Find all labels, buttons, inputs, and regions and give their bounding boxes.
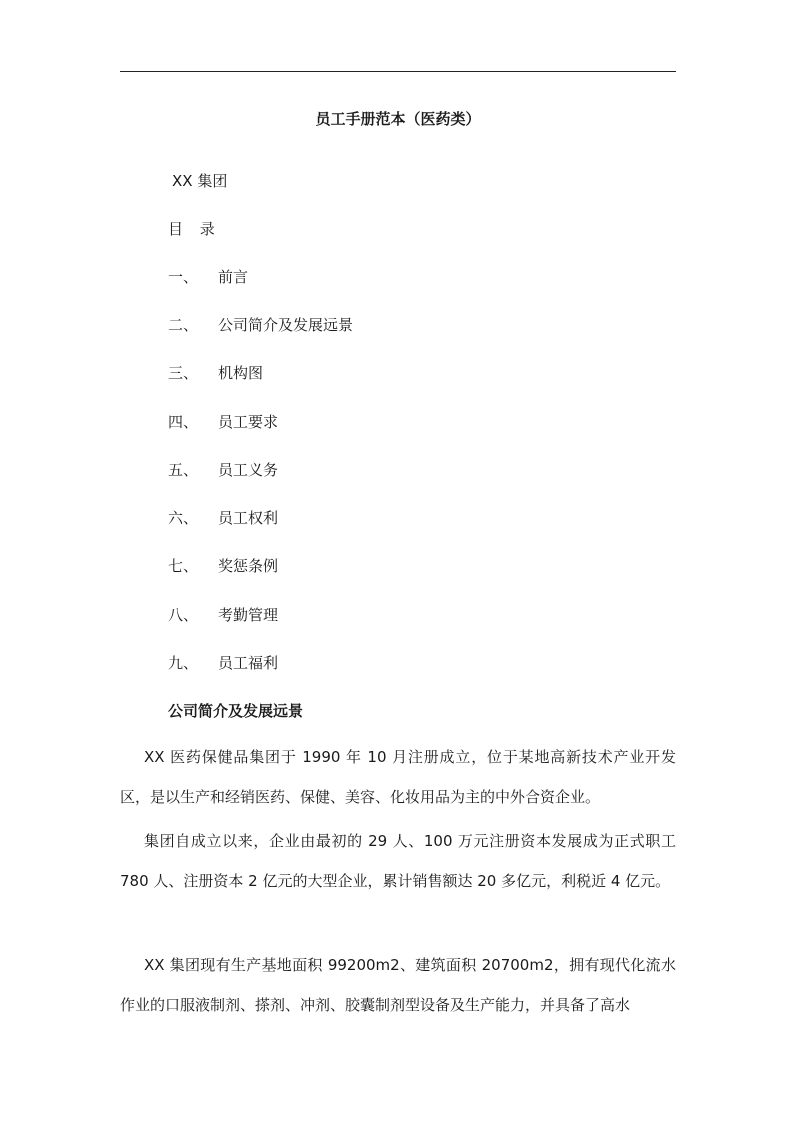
body-paragraph: XX 医药保健品集团于 1990 年 10 月注册成立，位于某地高新技术产业开发区，是以生产和经销医药、保健、美容、化妆用品为主的中外合资企业。 xyxy=(120,748,676,806)
toc-item-text: 员工义务 xyxy=(218,461,279,479)
body-paragraph: XX 集团现有生产基地面积 99200m2、建筑面积 20700m2，拥有现代化流水作业的口服液制剂、搽剂、冲剂、胶囊制剂型设备及生产能力，并具备了高水 xyxy=(120,956,676,1014)
toc-item-number: 三、 xyxy=(168,364,199,382)
toc-item-number: 五、 xyxy=(168,461,199,479)
group-name: XX 集团 xyxy=(172,172,228,190)
toc-item-text: 员工要求 xyxy=(218,413,279,431)
toc-item-text: 前言 xyxy=(218,268,249,286)
document-title: 员工手册范本（医药类） xyxy=(315,110,481,128)
toc-item-number: 八、 xyxy=(168,606,199,624)
toc-item-text: 奖惩条例 xyxy=(218,557,279,575)
toc-item-number: 二、 xyxy=(168,316,199,334)
toc-item-number: 九、 xyxy=(168,654,199,672)
toc-item-text: 公司简介及发展远景 xyxy=(218,316,354,334)
toc-item-text: 考勤管理 xyxy=(218,606,279,624)
toc-item-number: 四、 xyxy=(168,413,199,431)
toc-item-text: 员工权利 xyxy=(218,509,279,527)
toc-item-text: 机构图 xyxy=(218,364,264,382)
toc-item-number: 六、 xyxy=(168,509,199,527)
toc-item-number: 七、 xyxy=(168,557,199,575)
toc-item-text: 员工福利 xyxy=(218,654,279,672)
body-paragraph: 集团自成立以来，企业由最初的 29 人、100 万元注册资本发展成为正式职工 780 人、注册资本 2 亿元的大型企业，累计销售额达 20 多亿元，利税近 4 亿元。 xyxy=(120,832,676,890)
toc-item-number: 一、 xyxy=(168,268,199,286)
header-rule xyxy=(120,71,676,72)
toc-heading: 目 录 xyxy=(168,220,221,238)
section-heading: 公司简介及发展远景 xyxy=(168,702,304,720)
